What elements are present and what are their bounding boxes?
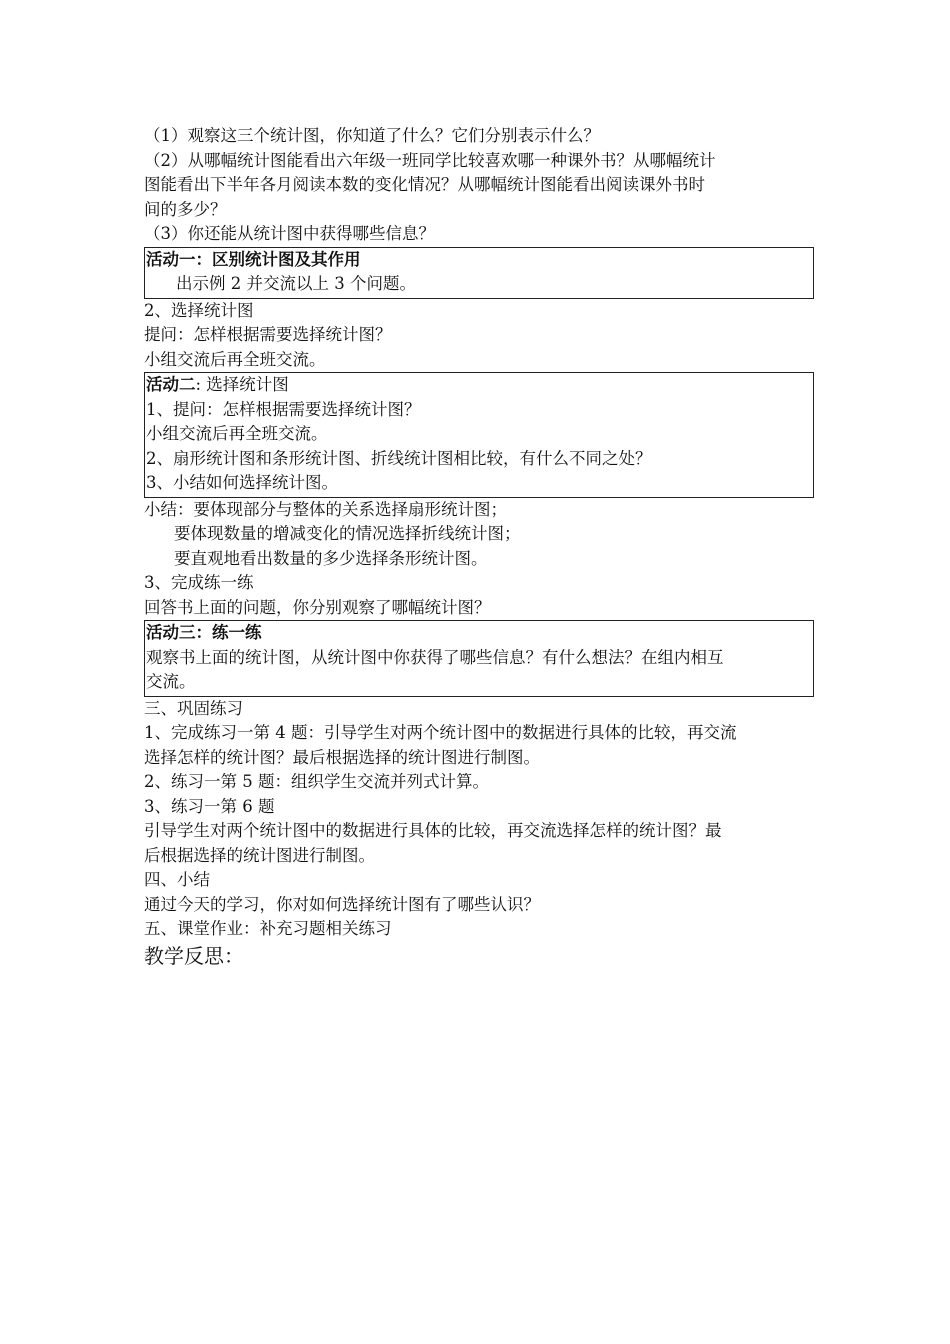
- page-content: [144, 124, 814, 970]
- conclusion-question: 通过今天的学习，你对如何选择统计图有了哪些认识？: [144, 894, 540, 914]
- question-2-line-1: （2）从哪幅统计图能看出六年级一班同学比较喜欢哪一种课外书？从哪幅统计: [144, 150, 716, 170]
- activity-2-item: 3、小结如何选择统计图。: [146, 473, 338, 492]
- practice-line: 1、完成练习一第 4 题：引导学生对两个统计图中的数据进行具体的比较，再交流: [144, 723, 737, 742]
- practice-heading: 三、巩固练习: [144, 698, 243, 718]
- activity-3-box: [144, 620, 814, 697]
- activity-2-box: [144, 372, 814, 498]
- activity-2-title-bold: 活动二: [146, 375, 196, 394]
- activity-1-body: 出示例 2 并交流以上 3 个问题。: [176, 274, 416, 293]
- section-2-note: 小组交流后再全班交流。: [144, 349, 326, 369]
- activity-2-item: 1、提问：怎样根据需要选择统计图？: [146, 399, 421, 419]
- summary-line-1: 小结：要体现部分与整体的关系选择扇形统计图；: [144, 499, 507, 519]
- question-3: （3）你还能从统计图中获得哪些信息？: [144, 224, 435, 243]
- question-2-line-2: 图能看出下半年各月阅读本数的变化情况？从哪幅统计图能看出阅读课外书时: [144, 175, 705, 194]
- practice-line: 引导学生对两个统计图中的数据进行具体的比较，再交流选择怎样的统计图？最: [144, 821, 722, 840]
- section-3-heading: 3、完成练一练: [144, 573, 254, 592]
- section-2-question: 提问：怎样根据需要选择统计图？: [144, 325, 392, 344]
- activity-2-title-rest: : 选择统计图: [195, 375, 289, 394]
- section-3-question: 回答书上面的问题，你分别观察了哪幅统计图？: [144, 597, 491, 617]
- practice-line: 选择怎样的统计图？最后根据选择的统计图进行制图。: [144, 747, 540, 767]
- summary-line-3: 要直观地看出数量的多少选择条形统计图。: [174, 548, 488, 568]
- question-2-line-3: 间的多少？: [144, 199, 227, 219]
- activity-3-title: 活动三：练一练: [146, 623, 262, 642]
- practice-line: 3、练习一第 6 题: [144, 796, 275, 816]
- activity-2-item: 2、扇形统计图和条形统计图、折线统计图相比较，有什么不同之处？: [146, 448, 652, 468]
- activity-1-box: [144, 247, 814, 299]
- homework: 五、课堂作业：补充习题相关练习: [144, 919, 392, 938]
- activity-3-line-2: 交流。: [146, 672, 196, 691]
- activity-3-line-1: 观察书上面的统计图，从统计图中你获得了哪些信息？有什么想法？在组内相互: [146, 647, 724, 667]
- section-2-heading: 2、选择统计图: [144, 300, 254, 320]
- summary-line-2: 要体现数量的增减变化的情况选择折线统计图；: [174, 524, 521, 543]
- practice-line: 2、练习一第 5 题：组织学生交流并列式计算。: [144, 772, 489, 791]
- teaching-reflection: 教学反思：: [144, 943, 244, 968]
- activity-1-title: 活动一：区别统计图及其作用: [146, 249, 361, 269]
- conclusion-heading: 四、小结: [144, 870, 210, 889]
- practice-line: 后根据选择的统计图进行制图。: [144, 845, 375, 865]
- question-1: （1）观察这三个统计图，你知道了什么？它们分别表示什么？: [144, 126, 600, 145]
- activity-2-item: 小组交流后再全班交流。: [146, 424, 328, 443]
- activity-2-title: [146, 373, 813, 398]
